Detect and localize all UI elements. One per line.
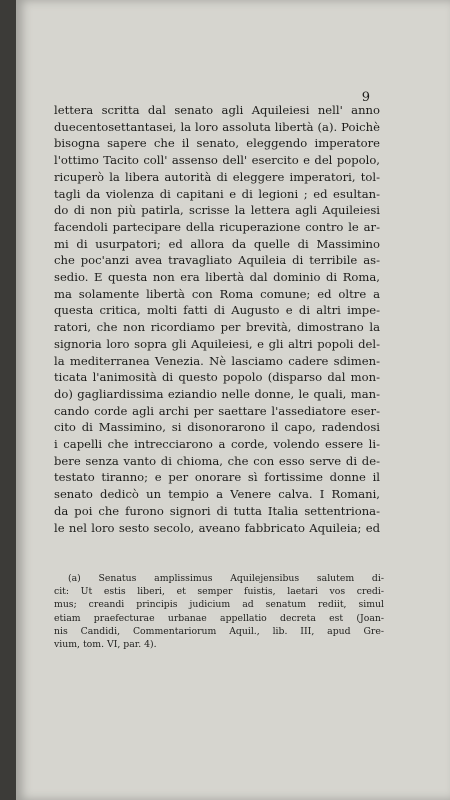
footnote-line: mus; creandi principis judicium ad senatum rediit, simul (54, 599, 384, 611)
body-line: da poi che furono signori di tutta Italia settentriona- (54, 503, 380, 518)
body-line: questa critica, molti fatti di Augusto e di altri impe- (54, 303, 380, 318)
footnote (54, 572, 384, 651)
footnote-line: vium, tom. VI, par. 4). (54, 639, 157, 651)
body-text (54, 102, 380, 536)
body-line: bisogna sapere che il senato, eleggendo imperatore (54, 136, 380, 151)
book-page (16, 0, 450, 800)
body-line: do di non più patirla, scrisse la lettera agli Aquileiesi (54, 203, 380, 218)
footnote-line: cit: Ut estis liberi, et semper fuistis, laetari vos credi- (54, 586, 384, 598)
body-line: tagli da violenza di capitani e di legioni ; ed esultan- (54, 186, 380, 201)
body-line: i capelli che intrecciarono a corde, volendo essere li- (54, 437, 380, 452)
body-line: signoria loro sopra gli Aquileiesi, e gli altri popoli del- (54, 336, 380, 351)
footnote-line: etiam praefecturae urbanae appellatio decreta est (Joan- (54, 612, 384, 624)
body-line: lettera scritta dal senato agli Aquileiesi nell' anno (54, 103, 380, 117)
body-line: l'ottimo Tacito coll' assenso dell' esercito e del popolo, (54, 153, 380, 168)
body-line: facendoli partecipare della ricuperazione contro le ar- (54, 219, 380, 234)
body-line: senato dedicò un tempio a Venere calva. I Romani, (54, 487, 380, 502)
body-line: do) gagliardissima eziandio nelle donne, le quali, man- (54, 386, 380, 401)
body-line: le nel loro sesto secolo, aveano fabbricato Aquileia; ed (54, 520, 380, 535)
body-line: che poc'anzi avea travagliato Aquileia di terribile as- (54, 253, 380, 268)
body-line: ma solamente libertà con Roma comune; ed oltre a (54, 286, 380, 301)
body-line: duecentosettantasei, la loro assoluta libertà (a). Poichè (54, 119, 380, 134)
page-number: 9 (361, 90, 370, 105)
body-line: ticata l'animosità di questo popolo (disparso dal mon- (54, 370, 380, 385)
body-line: la mediterranea Venezia. Nè lasciamo cadere sdimen- (54, 353, 380, 368)
footnote-line: nis Candidi, Commentariorum Aquil., lib. III, apud Gre- (54, 625, 384, 637)
body-line: ratori, che non ricordiamo per brevità, dimostrano la (54, 320, 380, 335)
body-line: ricuperò la libera autorità di eleggere imperatori, tol- (54, 169, 380, 184)
body-line: testato tiranno; e per onorare sì fortissime donne il (54, 470, 380, 485)
body-line: bere senza vanto di chioma, che con esso serve di de- (54, 453, 380, 468)
body-line: cito di Massimino, si disonorarono il capo, radendosi (54, 420, 380, 435)
footnote-line: (a) Senatus amplissimus Aquilejensibus salutem di- (68, 573, 384, 584)
body-line: mi di usurpatori; ed allora da quelle di Massimino (54, 236, 380, 251)
body-line: sedio. E questa non era libertà dal dominio di Roma, (54, 270, 380, 285)
body-line: cando corde agli archi per saettare l'assediatore eser- (54, 403, 380, 418)
